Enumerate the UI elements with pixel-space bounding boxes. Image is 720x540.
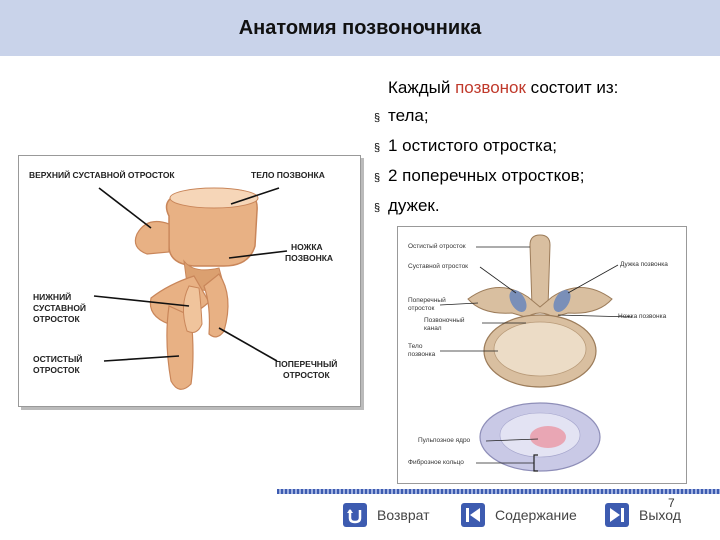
label-spinous-2: ОТРОСТОК: [33, 365, 80, 375]
label-vertebral-body: ТЕЛО ПОЗВОНКА: [251, 170, 325, 180]
label-r-canal-2: канал: [424, 325, 442, 332]
label-pedicle-2: ПОЗВОНКА: [285, 253, 334, 263]
label-r-body-1: Тело: [408, 343, 423, 350]
label-transverse-2: ОТРОСТОК: [283, 370, 330, 380]
text-block: [374, 74, 714, 222]
bullet-icon: §: [374, 172, 381, 184]
label-r-pedicle: Ножка позвонка: [618, 313, 667, 320]
label-r-spinous: Остистый отросток: [408, 243, 466, 250]
vertebra-lateral-figure: [18, 155, 361, 407]
bullet-text: тела;: [388, 106, 429, 125]
exit-label: Выход: [639, 507, 681, 523]
label-inferior-1: НИЖНИЙ: [33, 292, 72, 302]
page-number: 7: [668, 496, 675, 510]
bullet-text: дужек.: [388, 196, 440, 215]
label-r-annulus: Фиброзное кольцо: [408, 459, 464, 466]
back-button[interactable]: [343, 503, 430, 527]
vertebra-top-figure: [397, 226, 687, 484]
last-page-icon: [605, 503, 629, 527]
label-r-body-2: позвонка: [408, 351, 436, 358]
contents-label: Содержание: [495, 507, 577, 523]
bullet-item: [374, 132, 714, 162]
lead-sentence: [374, 74, 714, 102]
bullet-icon: §: [374, 142, 381, 154]
label-inferior-2: СУСТАВНОЙ: [33, 303, 87, 313]
title-bar: [0, 0, 720, 56]
page-title: Анатомия позвоночника: [238, 16, 482, 39]
lead-suffix: состоит из:: [525, 78, 619, 97]
first-page-icon: [461, 503, 485, 527]
bullet-icon: §: [374, 112, 381, 124]
bullet-item: [374, 192, 714, 222]
label-r-transverse-2: отросток: [408, 305, 435, 312]
label-transverse-1: ПОПЕРЕЧНЫЙ: [275, 359, 338, 369]
exit-button[interactable]: [605, 503, 681, 527]
back-label: Возврат: [377, 507, 430, 523]
label-r-articular: Суставной отросток: [408, 263, 469, 270]
label-r-nucleus: Пульпозное ядро: [418, 437, 471, 444]
bullet-text: 2 поперечных отростков;: [388, 166, 585, 185]
label-spinous-1: ОСТИСТЫЙ: [33, 354, 83, 364]
footer-divider: [277, 489, 720, 494]
lead-accent: позвонок: [455, 78, 526, 97]
lead-prefix: Каждый: [388, 78, 456, 97]
return-icon: [343, 503, 367, 527]
contents-button[interactable]: [461, 503, 577, 527]
label-r-arch: Дужка позвонка: [620, 261, 668, 268]
bullet-item: [374, 102, 714, 132]
label-r-transverse-1: Поперечный: [408, 297, 446, 304]
label-pedicle-1: НОЖКА: [291, 242, 323, 252]
bullet-icon: §: [374, 202, 381, 214]
label-inferior-3: ОТРОСТОК: [33, 314, 80, 324]
label-r-canal-1: Позвоночный: [424, 317, 465, 324]
bullet-item: [374, 162, 714, 192]
bullet-text: 1 остистого отростка;: [388, 136, 558, 155]
label-superior-articular: ВЕРХНИЙ СУСТАВНОЙ ОТРОСТОК: [29, 170, 175, 180]
